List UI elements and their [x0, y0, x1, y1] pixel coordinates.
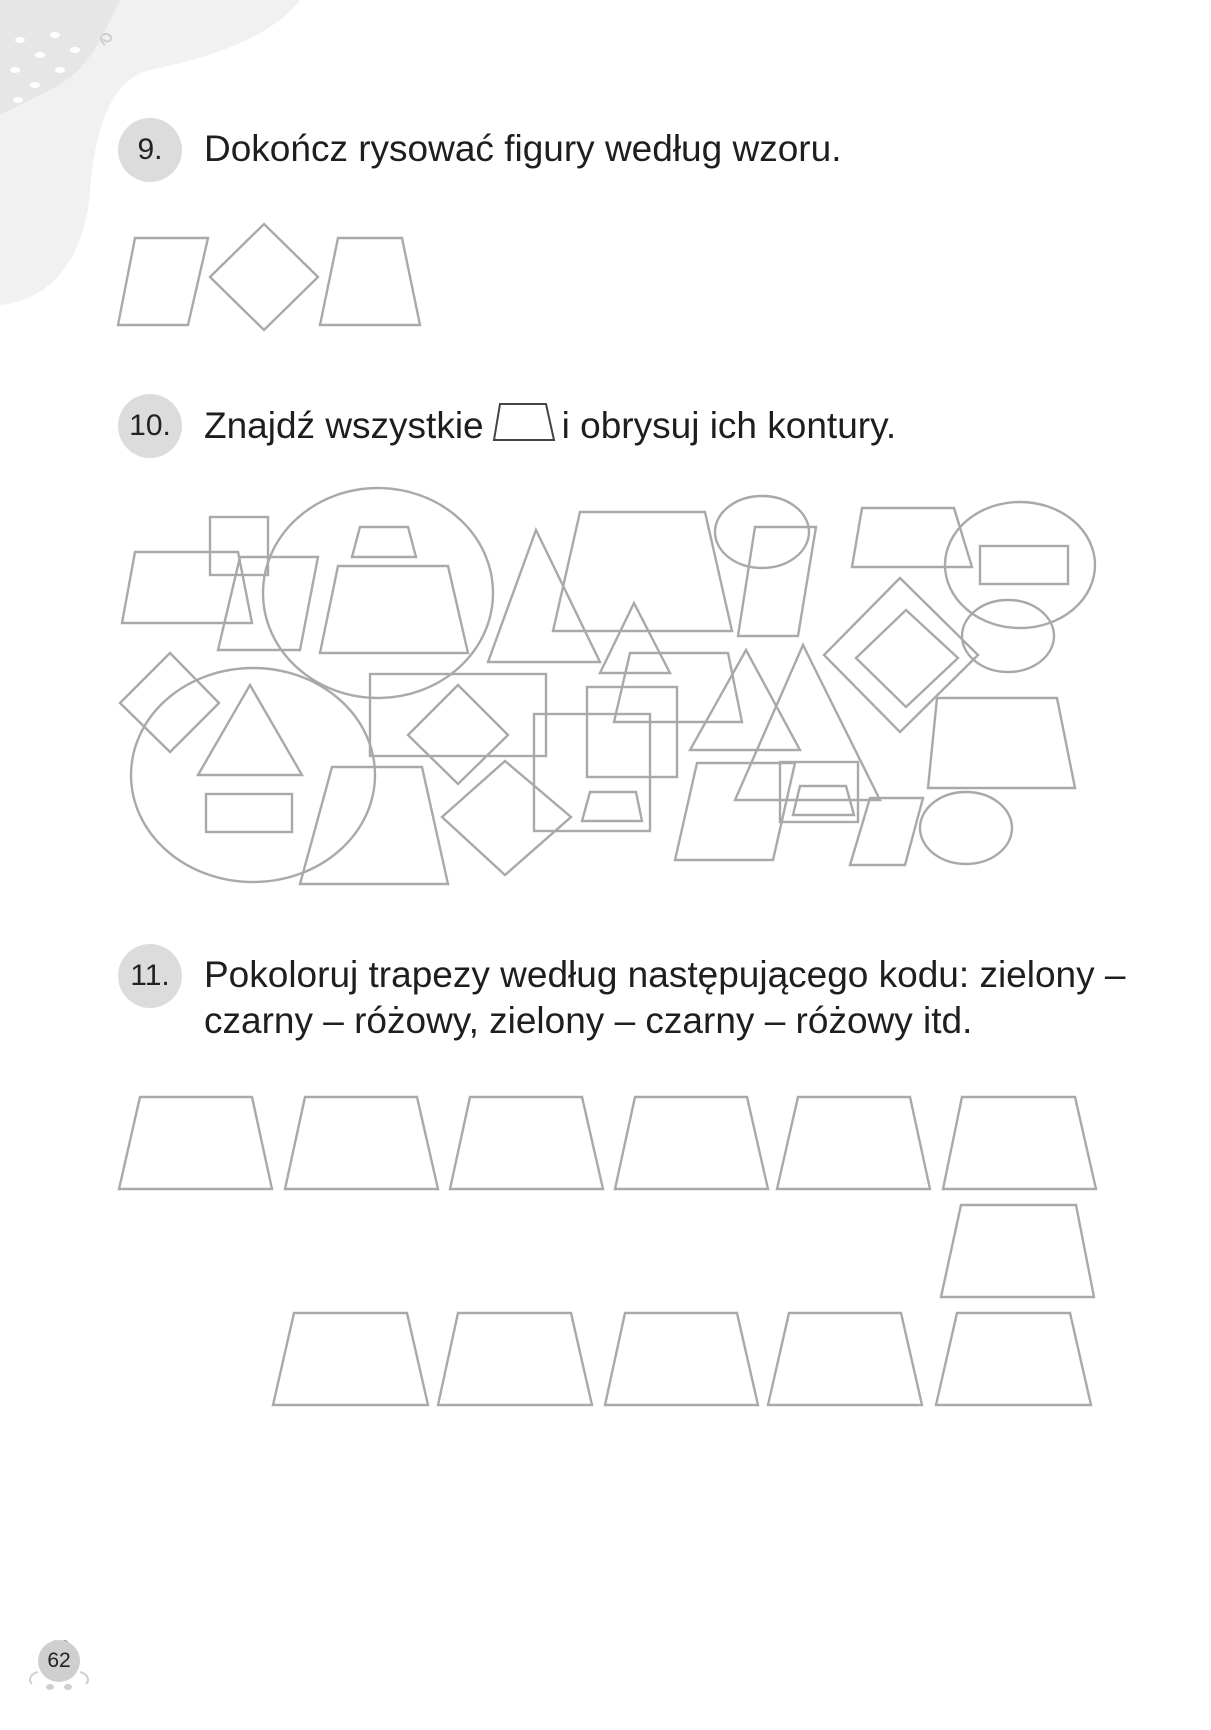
- parallelogram-shape[interactable]: [738, 527, 816, 636]
- trapezoid-row-1-2[interactable]: [285, 1097, 438, 1189]
- rectangle-shape[interactable]: [206, 794, 292, 832]
- parallelogram-shape[interactable]: [675, 763, 795, 860]
- trapezoid-shape[interactable]: [320, 566, 468, 653]
- task-number: 9.: [118, 118, 182, 182]
- trapezoid-row-2-1[interactable]: [941, 1205, 1094, 1297]
- rhombus-shape[interactable]: [442, 761, 571, 875]
- trapezoid-row-3-4[interactable]: [768, 1313, 922, 1405]
- trapezoid-shape[interactable]: [928, 698, 1075, 788]
- task-9-pattern: [118, 224, 420, 330]
- triangle-shape[interactable]: [600, 603, 670, 673]
- trapezoid-row-3-3[interactable]: [605, 1313, 758, 1405]
- trapezoid-row-1-6[interactable]: [943, 1097, 1096, 1189]
- rectangle-shape[interactable]: [534, 714, 650, 831]
- ellipse-shape[interactable]: [962, 600, 1054, 672]
- trapezoid-shape[interactable]: [582, 792, 642, 821]
- trapezoid-row-3-2[interactable]: [438, 1313, 592, 1405]
- trapezoid-shape[interactable]: [320, 238, 420, 325]
- parallelogram-shape[interactable]: [118, 238, 208, 325]
- trapezoid-shape[interactable]: [553, 512, 732, 631]
- trapezoid-shape[interactable]: [352, 527, 416, 557]
- trapezoid-row-1-1[interactable]: [119, 1097, 272, 1189]
- task-number: 11.: [118, 944, 182, 1008]
- ellipse-shape[interactable]: [715, 496, 809, 568]
- rhombus-shape[interactable]: [856, 610, 958, 707]
- triangle-shape[interactable]: [690, 650, 800, 750]
- rectangle-shape[interactable]: [587, 687, 677, 777]
- task-11-trapezoids: [119, 1097, 1096, 1405]
- trapezoid-row-1-4[interactable]: [615, 1097, 768, 1189]
- task-number: 10.: [118, 394, 182, 458]
- task-instruction: Dokończ rysować figury według wzoru.: [204, 128, 842, 169]
- instruction-part-2: i obrysuj ich kontury.: [561, 405, 897, 446]
- ellipse-shape[interactable]: [920, 792, 1012, 864]
- instruction-line-2: czarny – różowy, zielony – czarny – różowy itd.: [204, 1000, 973, 1041]
- trapezoid-shape[interactable]: [852, 508, 972, 567]
- instruction-line-1: Pokoloruj trapezy według następującego kodu: zielony –: [204, 954, 1126, 995]
- trapezoid-row-3-1[interactable]: [273, 1313, 428, 1405]
- rectangle-shape[interactable]: [980, 546, 1068, 584]
- trapezoid-row-1-3[interactable]: [450, 1097, 603, 1189]
- page-number: 62: [38, 1640, 80, 1682]
- trapezoid-row-3-5[interactable]: [936, 1313, 1091, 1405]
- parallelogram-shape[interactable]: [850, 798, 923, 865]
- ellipse-shape[interactable]: [263, 488, 493, 698]
- ellipse-shape[interactable]: [945, 502, 1095, 628]
- task-10-collage: [120, 488, 1095, 884]
- rhombus-shape[interactable]: [210, 224, 318, 330]
- trapezoid-row-1-5[interactable]: [777, 1097, 930, 1189]
- instruction-part-1: Znajdź wszystkie: [204, 405, 484, 446]
- rectangle-shape[interactable]: [780, 762, 858, 822]
- rhombus-shape[interactable]: [120, 653, 219, 752]
- triangle-shape[interactable]: [488, 530, 600, 662]
